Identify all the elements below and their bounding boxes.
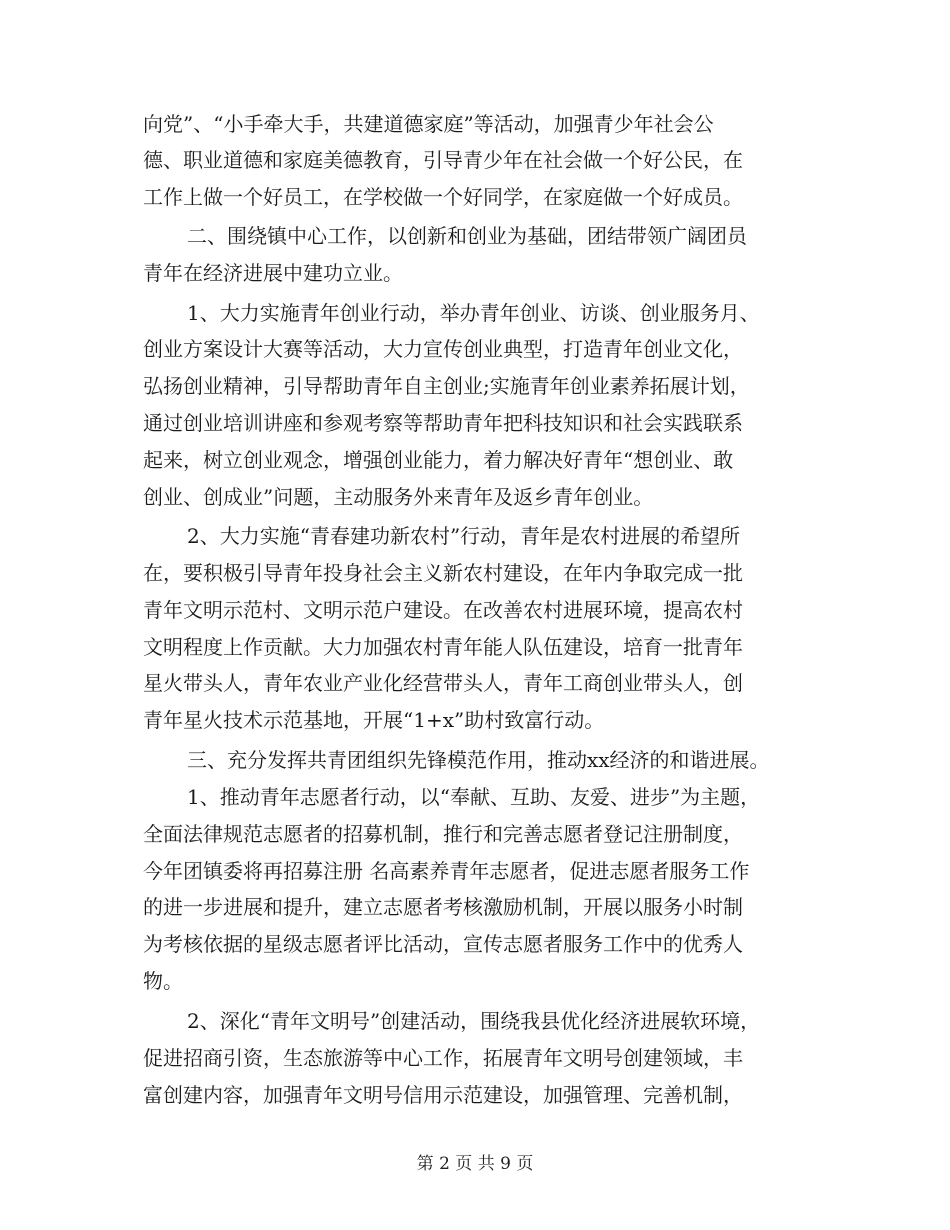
text-line: 2、大力实施“青春建功新农村”行动，青年是农村进展的希望所 xyxy=(187,524,741,548)
text-line: 创业方案设计大赛等活动，大力宣传创业典型，打造青年创业文化， xyxy=(143,337,743,361)
text-line: 在，要积极引导青年投身社会主义新农村建设，在年内争取完成一批 xyxy=(143,561,743,585)
text-line: 青年文明示范村、文明示范户建设。在改善农村进展环境，提高农村 xyxy=(143,598,743,622)
text-line: 弘扬创业精神，引导帮助青年自主创业;实施青年创业素养拓展计划， xyxy=(143,374,750,398)
text-line: 2、深化“青年文明号”创建活动，围绕我县优化经济进展软环境， xyxy=(187,1009,761,1033)
text-line: 为考核依据的星级志愿者评比活动，宣传志愿者服务工作中的优秀人 xyxy=(143,932,743,956)
text-line: 二、围绕镇中心工作，以创新和创业为基础，团结带领广阔团员 xyxy=(187,224,747,248)
page-number-footer: 第 2 页 共 9 页 xyxy=(416,1154,534,1174)
text-line: 创业、创成业”问题，主动服务外来青年及返乡青年创业。 xyxy=(143,485,654,509)
text-line: 物。 xyxy=(143,969,183,993)
text-line: 促进招商引资，生态旅游等中心工作，拓展青年文明号创建领域，丰 xyxy=(143,1046,743,1070)
text-line: 1、推动青年志愿者行动，以“奉献、互助、友爱、进步”为主题， xyxy=(187,785,761,809)
text-line: 的进一步进展和提升，建立志愿者考核激励机制，开展以服务小时制 xyxy=(143,895,743,919)
text-line: 1、大力实施青年创业行动，举办青年创业、访谈、创业服务月、 xyxy=(187,301,760,325)
text-line: 富创建内容，加强青年文明号信用示范建设，加强管理、完善机制， xyxy=(143,1083,743,1107)
text-line: 今年团镇委将再招募注册 名高素养青年志愿者，促进志愿者服务工作 xyxy=(143,859,750,883)
text-line: 德、职业道德和家庭美德教育，引导青少年在社会做一个好公民，在 xyxy=(143,148,743,172)
text-line: 全面法律规范志愿者的招募机制，推行和完善志愿者登记注册制度， xyxy=(143,822,743,846)
text-line: 青年星火技术示范基地，开展“1+x”助村致富行动。 xyxy=(143,708,605,732)
text-line: 青年在经济进展中建功立业。 xyxy=(143,261,403,285)
text-line: 工作上做一个好员工，在学校做一个好同学，在家庭做一个好成员。 xyxy=(143,185,743,209)
text-line: 文明程度上作贡献。大力加强农村青年能人队伍建设，培育一批青年 xyxy=(143,635,743,659)
text-line: 起来，树立创业观念，增强创业能力，着力解决好青年“想创业、敢 xyxy=(143,448,734,472)
text-line: 通过创业培训讲座和参观考察等帮助青年把科技知识和社会实践联系 xyxy=(143,411,743,435)
text-line: 三、充分发挥共青团组织先锋模范作用，推动xx经济的和谐进展。 xyxy=(187,748,770,772)
text-line: 星火带头人，青年农业产业化经营带头人，青年工商创业带头人，创 xyxy=(143,671,743,695)
text-line: 向党”、“小手牵大手，共建道德家庭”等活动，加强青少年社会公 xyxy=(143,112,714,136)
